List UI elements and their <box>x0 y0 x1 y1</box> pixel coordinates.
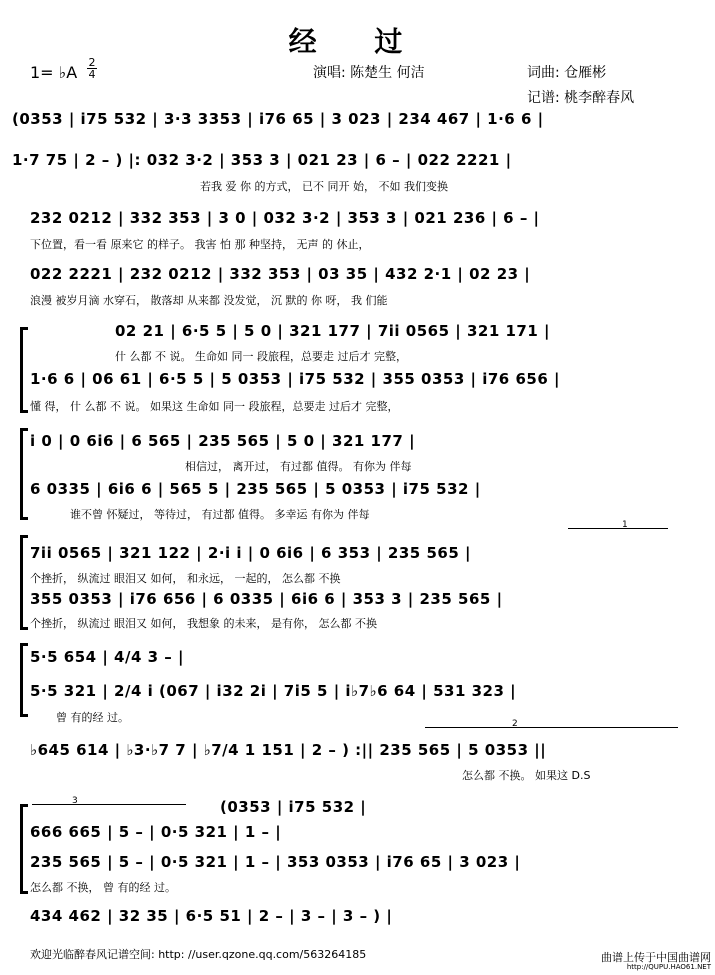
score-title: 经 过 <box>288 25 427 58</box>
volta-bracket-2 <box>425 727 678 728</box>
lyric-line-9: 个挫折， 纵流过 眼泪又 如何， 和永远， 一起的， 怎么都 不换 <box>30 572 341 585</box>
notation-line-4: 022 2221 | 232 0212 | 332 353 | 03 35 | 432 2·1 | 02 23 | <box>30 265 531 283</box>
lyric-line-13: 怎么都 不换。 如果这 D.S <box>462 769 591 782</box>
footer-credit: 欢迎光临醉春风记谱空间: http: //user.qzone.qq.com/563264185 <box>30 948 367 961</box>
bracket-bottom <box>20 517 28 520</box>
bracket-bottom <box>20 627 28 630</box>
notation-line-1: (0353 | i75 532 | 3·3 3353 | i76 65 | 3 023 | 234 467 | 1·6 6 | <box>12 110 544 128</box>
lyric-line-5: 什 么都 不 说。 生命如 同一 段旅程，总要走 过后才 完整， <box>115 350 407 363</box>
notation-line-6: 1·6 6 | 06 61 | 6·5 5 | 5 0353 | i75 532 | 355 0353 | i76 656 | <box>30 370 560 388</box>
lyric-line-10: 个挫折， 纵流过 眼泪又 如何， 我想象 的未来， 是有你， 怎么都 不换 <box>30 617 377 630</box>
volta-number-2: 2 <box>512 719 518 729</box>
singers-credit: 演唱: 陈楚生 何洁 <box>313 65 425 81</box>
lyric-line-8: 谁不曾 怀疑过， 等待过， 有过都 值得。 多幸运 有你为 伴每 <box>70 508 370 521</box>
lyric-line-12: 曾 有的经 过。 <box>56 711 129 724</box>
key-signature: 1= ♭A <box>30 63 78 82</box>
lyric-line-4: 浪漫 被岁月滴 水穿石， 散落却 从来都 没发觉， 沉 默的 你 呀， 我 们能 <box>30 294 388 307</box>
notation-line-9: 7ii 0565 | 321 122 | 2·i i | 0 6i6 | 6 353 | 235 565 | <box>30 544 471 562</box>
notation-line-12: 5·5 321 | 2/4 i (067 | i32 2i | 7i5 5 | i♭7♭6 64 | 531 323 | <box>30 682 517 700</box>
volta-number-3: 3 <box>72 796 78 806</box>
system-bracket <box>20 804 23 894</box>
notation-line-17: 434 462 | 32 35 | 6·5 51 | 2 – | 3 – | 3 – ) | <box>30 907 393 925</box>
system-bracket <box>20 428 23 520</box>
volta-number-1: 1 <box>622 520 628 530</box>
lyric-line-2: 若我 爱 你 的方式， 已不 同开 始， 不如 我们变换 <box>200 180 448 193</box>
notation-line-2: 1·7 75 | 2 – ) |: 032 3·2 | 353 3 | 021 23 | 6 – | 022 2221 | <box>12 151 512 169</box>
composer-credit: 词曲: 仓雁彬 <box>527 65 607 81</box>
system-bracket <box>20 327 23 413</box>
bracket-bottom <box>20 891 28 894</box>
system-bracket <box>20 535 23 630</box>
notation-line-5: 02 21 | 6·5 5 | 5 0 | 321 177 | 7ii 0565 | 321 171 | <box>115 322 550 340</box>
watermark-url: http://QUPU.HAO61.NET <box>626 963 711 971</box>
bracket-bottom <box>20 410 28 413</box>
notation-line-11: 5·5 654 | 4/4 3 – | <box>30 648 184 666</box>
bracket-bottom <box>20 714 28 717</box>
system-bracket <box>20 643 23 717</box>
time-numerator: 2 <box>88 56 96 69</box>
lyric-line-3: 下位置，看一看 原来它 的样子。 我害 怕 那 种坚持， 无声 的 休止， <box>30 238 370 251</box>
notation-line-7: i 0 | 0 6i6 | 6 565 | 235 565 | 5 0 | 321 177 | <box>30 432 416 450</box>
notation-line-3: 232 0212 | 332 353 | 3 0 | 032 3·2 | 353 3 | 021 236 | 6 – | <box>30 209 540 227</box>
lyric-line-7: 相信过， 离开过， 有过都 值得。 有你为 伴每 <box>185 460 412 473</box>
transcriber-credit: 记谱: 桃李醉春风 <box>527 90 635 106</box>
notation-line-8: 6 0335 | 6i6 6 | 565 5 | 235 565 | 5 0353 | i75 532 | <box>30 480 481 498</box>
lyric-line-6: 懂 得， 什 么都 不 说。 如果这 生命如 同一 段旅程，总要走 过后才 完整， <box>30 400 399 413</box>
notation-line-16: 235 565 | 5 – | 0·5 321 | 1 – | 353 0353 | i76 65 | 3 023 | <box>30 853 521 871</box>
notation-line-10: 355 0353 | i76 656 | 6 0335 | 6i6 6 | 353 3 | 235 565 | <box>30 590 503 608</box>
volta-bracket-1 <box>568 528 668 529</box>
time-denominator: 4 <box>88 68 96 81</box>
watermark-title: 曲谱上传于中国曲谱网 <box>601 951 711 964</box>
lyric-line-16: 怎么都 不换， 曾 有的经 过。 <box>30 881 176 894</box>
volta-bracket-3 <box>32 804 186 805</box>
notation-line-13: ♭645 614 | ♭3·♭7 7 | ♭7/4 1 151 | 2 – ) :|| 235 565 | 5 0353 || <box>30 741 547 759</box>
time-signature <box>87 57 97 80</box>
notation-line-14: (0353 | i75 532 | <box>220 798 367 816</box>
notation-line-15: 666 665 | 5 – | 0·5 321 | 1 – | <box>30 823 282 841</box>
